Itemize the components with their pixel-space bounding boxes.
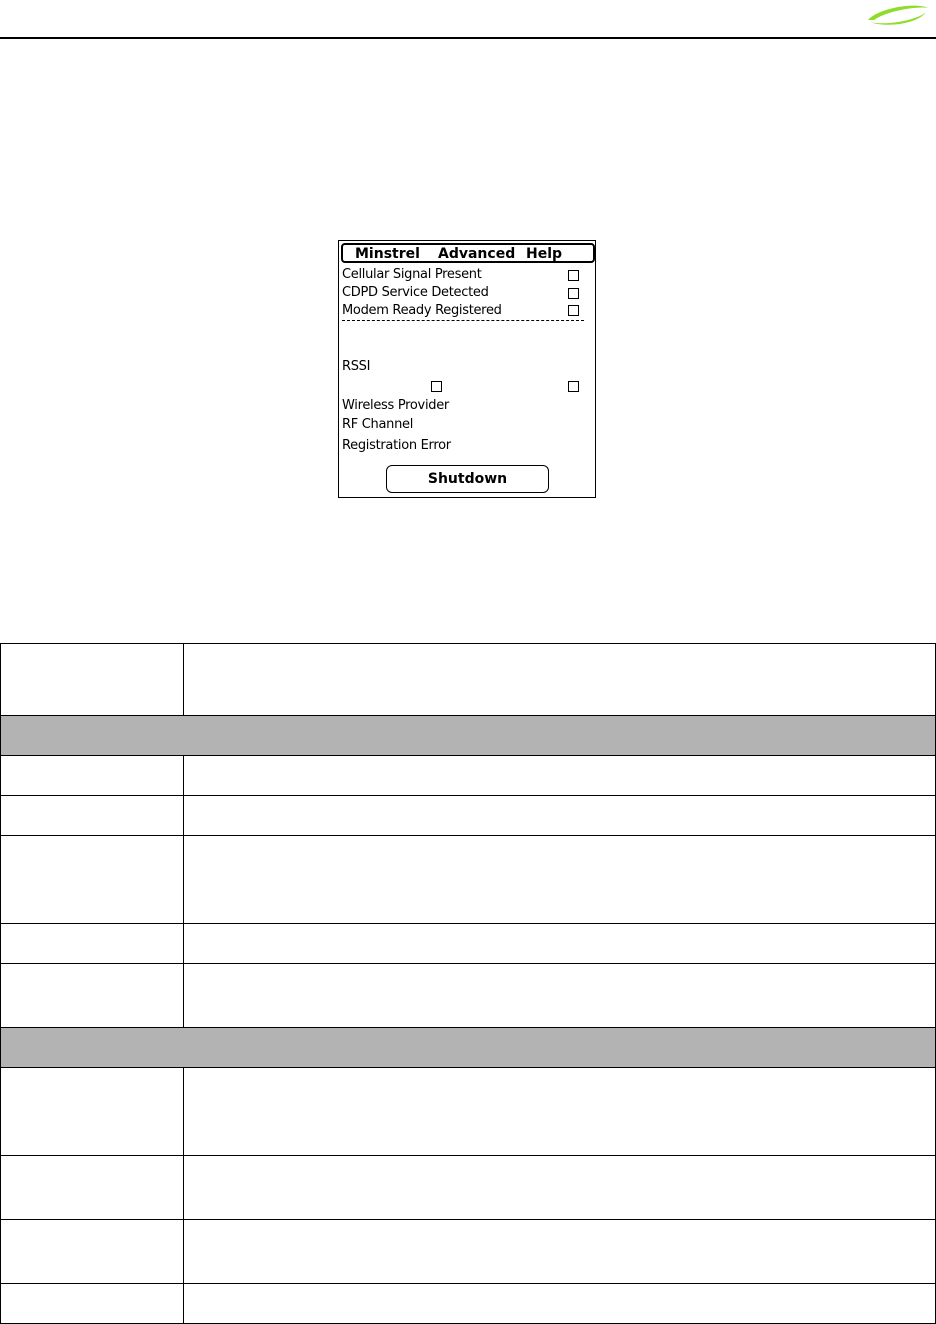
table-row xyxy=(1,644,936,716)
brand-logo-icon xyxy=(864,2,932,26)
table-section-band xyxy=(1,716,936,756)
menu-help[interactable]: Help xyxy=(526,246,563,262)
cdpd-service-checkbox[interactable] xyxy=(568,288,579,299)
rssi-indicator-right[interactable] xyxy=(568,381,579,392)
cellular-signal-checkbox[interactable] xyxy=(568,270,579,281)
modem-ready-checkbox[interactable] xyxy=(568,305,579,316)
rssi-label: RSSI xyxy=(342,359,371,374)
modem-ready-label: Modem Ready Registered xyxy=(342,303,502,318)
table-section-band xyxy=(1,1028,936,1068)
menu-advanced[interactable]: Advanced xyxy=(438,246,516,262)
cellular-signal-label: Cellular Signal Present xyxy=(342,267,482,282)
table-row xyxy=(1,756,936,796)
table-row xyxy=(1,924,936,964)
menu-bar xyxy=(341,243,595,263)
shutdown-button[interactable]: Shutdown xyxy=(386,465,549,493)
table-row xyxy=(1,1284,936,1324)
table-row xyxy=(1,836,936,924)
table-row xyxy=(1,1156,936,1220)
registration-error-label: Registration Error xyxy=(342,438,451,453)
cdpd-service-label: CDPD Service Detected xyxy=(342,285,489,300)
table-row xyxy=(1,1220,936,1284)
palm-screen xyxy=(338,240,596,498)
menu-minstrel[interactable]: Minstrel xyxy=(355,246,420,262)
wireless-provider-label: Wireless Provider xyxy=(342,398,449,413)
table-row xyxy=(1,796,936,836)
rf-channel-label: RF Channel xyxy=(342,417,414,432)
header-rule xyxy=(0,37,936,39)
table-row xyxy=(1,964,936,1028)
divider xyxy=(342,320,584,321)
rssi-indicator-left[interactable] xyxy=(431,381,442,392)
description-table xyxy=(0,643,936,1324)
table-row xyxy=(1,1068,936,1156)
